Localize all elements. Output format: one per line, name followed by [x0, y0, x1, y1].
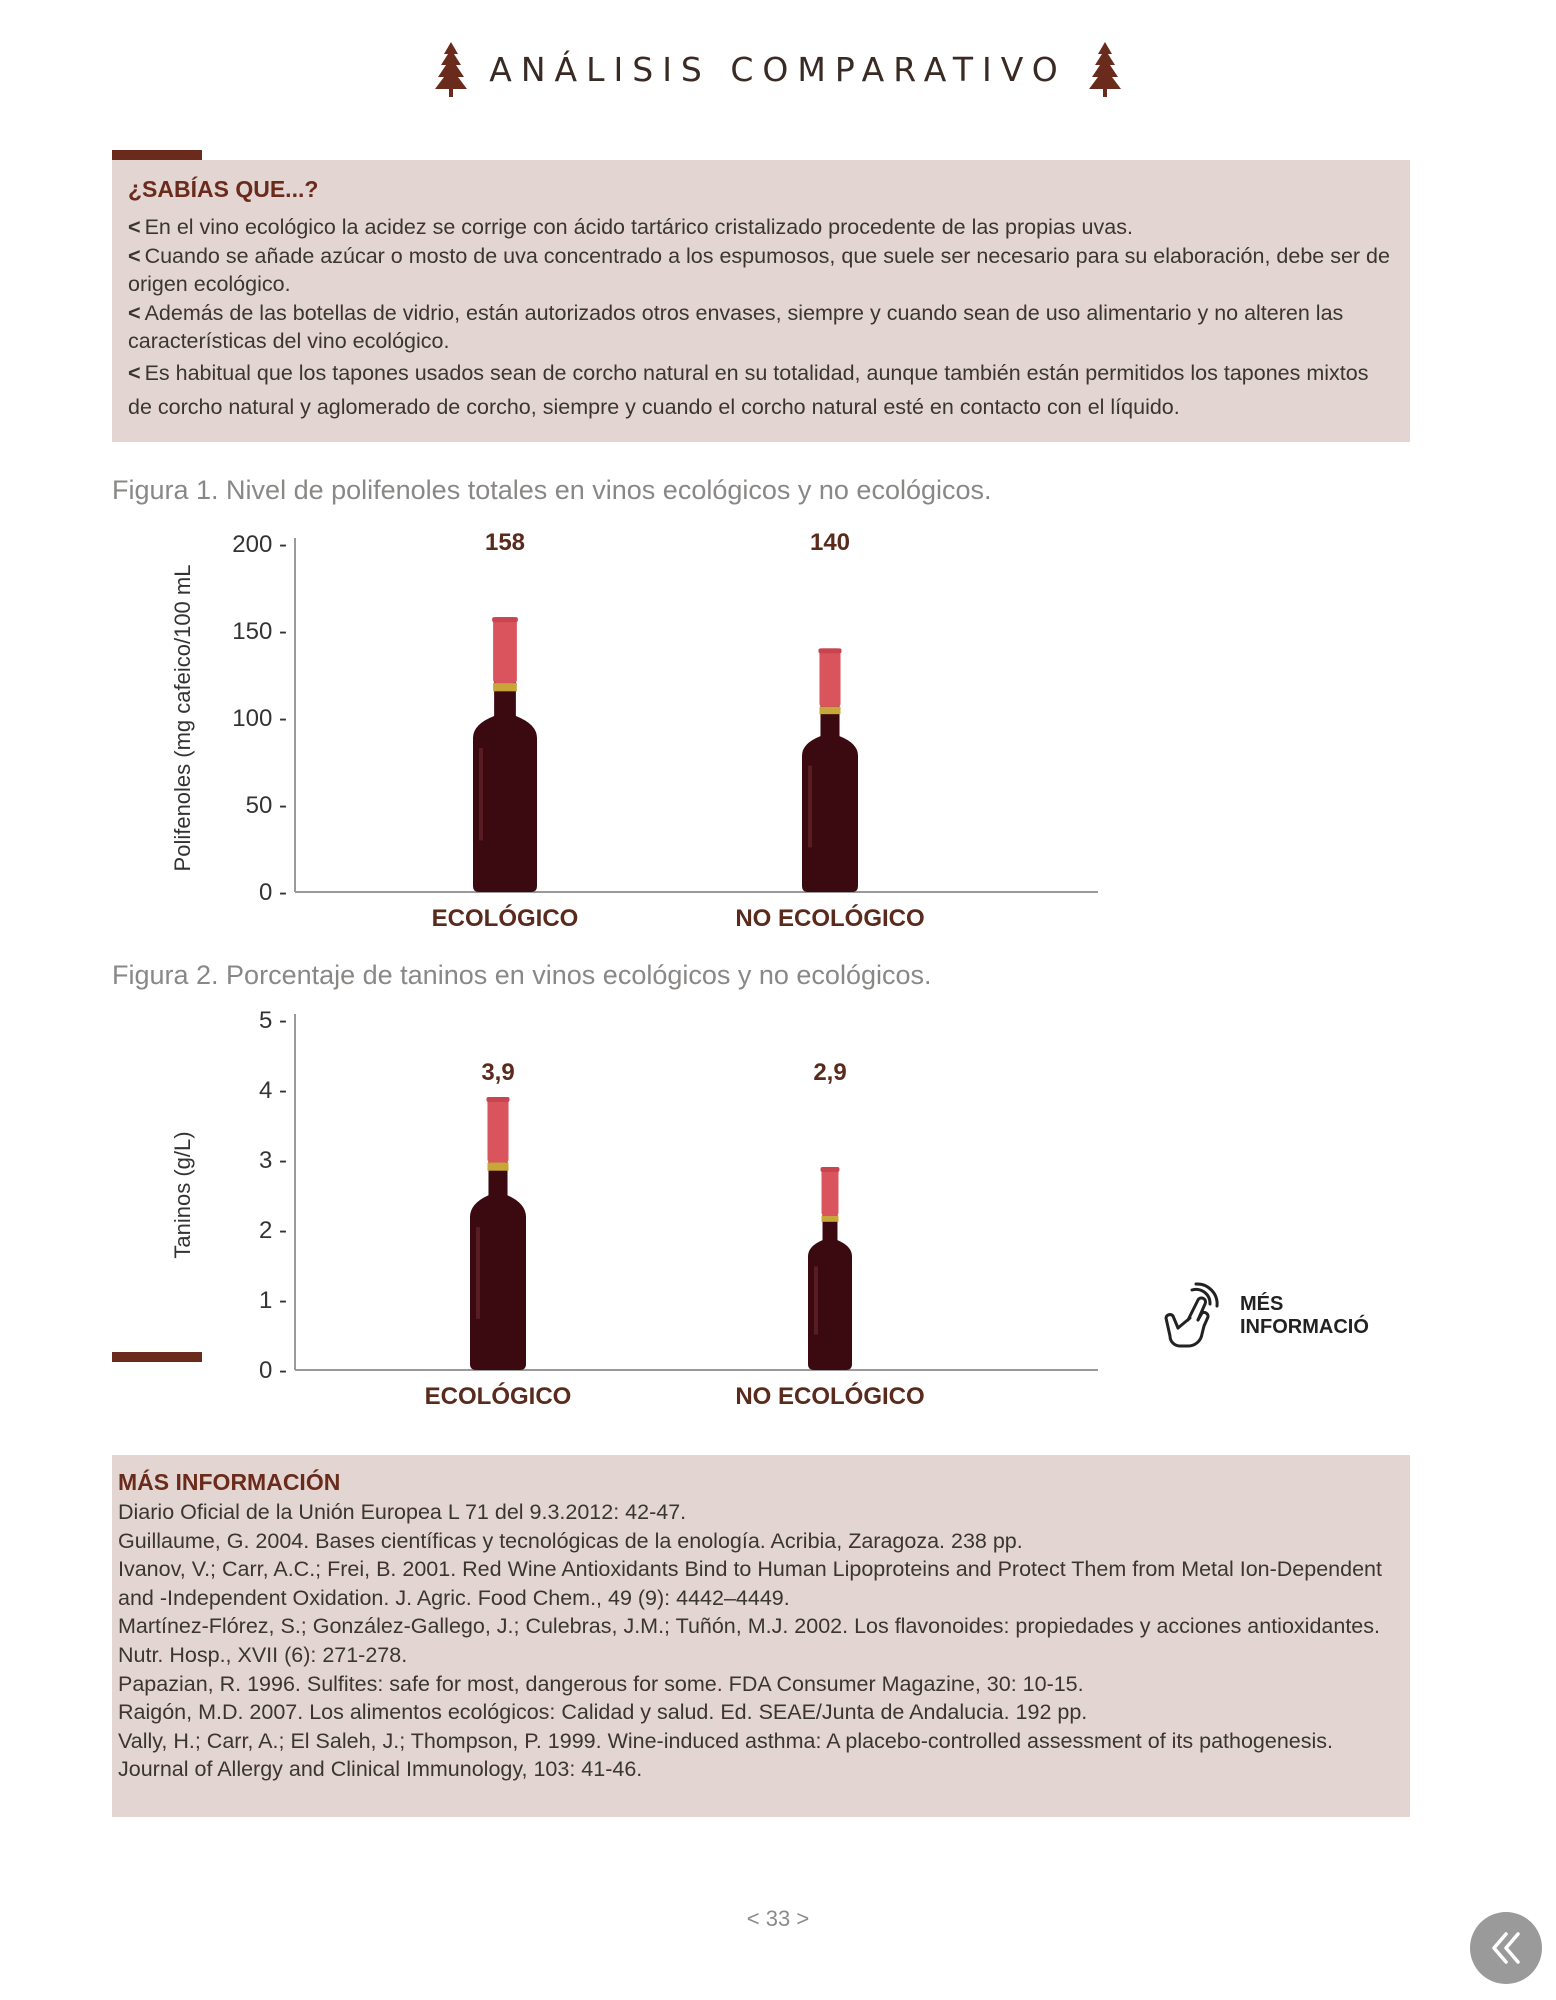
back-button[interactable] — [1470, 1912, 1542, 1984]
bar-value-label: 158 — [484, 529, 526, 556]
y-tick-label: 4 - — [258, 1077, 287, 1104]
figure-2-caption: Figura 2. Porcentaje de taninos en vinos ecológicos y no ecológicos. — [112, 960, 932, 990]
list-item: < En el vino ecológico la acidez se corrige con ácido tartárico cristalizado procedente de las propias uvas. — [128, 215, 1133, 239]
y-tick-label: 0 - — [258, 1357, 287, 1384]
bar-value-label: 3,9 — [481, 1059, 515, 1086]
pine-tree-icon — [1085, 40, 1125, 98]
y-tick-label: 5 - — [258, 1007, 287, 1034]
list-item: < Cuando se añade azúcar o mosto de uva concentrado a los espumosos, que suele ser necesario para su elaboración, debe ser de origen ecológico. — [128, 243, 1390, 296]
did-you-know-box — [112, 160, 1410, 442]
reference-item: Martínez-Flórez, S.; González-Gallego, J.; Culebras, J.M.; Tuñón, M.J. 2002. Los flavonoides: propiedades y acciones antioxidantes. Nutr. Hosp., XVII (6): 271-278. — [118, 1614, 1380, 1667]
y-axis-title: Taninos (g/L) — [170, 1131, 195, 1259]
y-tick-label: 50 - — [245, 792, 287, 819]
page-title: ANÁLISIS COMPARATIVO — [489, 49, 1067, 89]
double-chevron-left-icon — [1486, 1928, 1526, 1968]
bar-bottle — [470, 1097, 526, 1370]
y-axis-title: Polifenoles (mg cafeico/100 mL — [170, 564, 195, 872]
pine-tree-icon — [431, 40, 471, 98]
polyphenols-chart — [0, 520, 1120, 940]
y-tick-label: 100 - — [232, 705, 287, 732]
reference-item: Ivanov, V.; Carr, A.C.; Frei, B. 2001. Red Wine Antioxidants Bind to Human Lipoproteins and Protect Them from Metal Ion-Dependent and -Independent Oxidation. J. Agric. Food Chem., 49 (9): 4442–4449. — [118, 1557, 1382, 1610]
x-category-label: ECOLÓGICO — [431, 905, 579, 932]
more-info-button[interactable] — [1160, 1280, 1400, 1352]
y-tick-label: 3 - — [258, 1147, 287, 1174]
y-tick-label: 1 - — [258, 1287, 287, 1314]
y-tick-label: 200 - — [232, 531, 287, 558]
polyphenols-chart-svg — [0, 520, 1120, 940]
reference-item: Vally, H.; Carr, A.; El Saleh, J.; Thompson, P. 1999. Wine-induced asthma: A placebo-controlled assessment of its pathogenesis. Journal of Allergy and Clinical Immunology, 103: 41-46. — [118, 1728, 1334, 1782]
tap-hand-icon — [1160, 1280, 1228, 1352]
x-category-label: NO ECOLÓGICO — [735, 905, 925, 932]
references-box — [112, 1455, 1410, 1817]
page-header — [0, 40, 1556, 103]
reference-item: Guillaume, G. 2004. Bases científicas y tecnológicas de la enología. Acribia, Zaragoza. 238 pp. — [118, 1528, 1023, 1553]
bar-bottle — [473, 617, 537, 892]
more-info-label: MÉS INFORMACIÓ — [1240, 1293, 1369, 1338]
y-tick-label: 0 - — [258, 879, 287, 906]
figure-1-caption: Figura 1. Nivel de polifenoles totales en vinos ecológicos y no ecológicos. — [112, 475, 992, 505]
y-tick-label: 2 - — [258, 1217, 287, 1244]
reference-item: Diario Oficial de la Unión Europea L 71 del 9.3.2012: 42-47. — [118, 1500, 687, 1524]
references-title: MÁS INFORMACIÓN — [118, 1469, 341, 1495]
list-item: < Además de las botellas de vidrio, están autorizados otros envases, siempre y cuando sean de uso alimentario y no alteren las características del vino ecológico. — [128, 300, 1344, 353]
bar-bottle — [808, 1167, 852, 1370]
reference-item: Raigón, M.D. 2007. Los alimentos ecológicos: Calidad y salud. Ed. SEAE/Junta de Andalucia. 192 pp. — [118, 1700, 1088, 1725]
accent-bar-mid — [112, 1352, 202, 1362]
y-tick-label: 150 - — [232, 618, 287, 645]
page-number: < 33 > — [746, 1906, 810, 1931]
accent-bar-top — [112, 150, 202, 160]
x-category-label: NO ECOLÓGICO — [735, 1383, 925, 1410]
x-category-label: ECOLÓGICO — [424, 1383, 572, 1410]
did-you-know-title: ¿SABÍAS QUE...? — [128, 176, 319, 202]
reference-item: Papazian, R. 1996. Sulfites: safe for most, dangerous for some. FDA Consumer Magazine, 30: 10-15. — [118, 1671, 1084, 1696]
list-item: < Es habitual que los tapones usados sean de corcho natural en su totalidad, aunque también están permitidos los tapones mixtos de corcho natural y aglomerado de corcho, siempre y cuando el corcho natural esté en contacto con el líquido. — [128, 360, 1369, 419]
bar-value-label: 2,9 — [813, 1059, 847, 1086]
bar-bottle — [802, 648, 858, 892]
bar-value-label: 140 — [809, 529, 851, 556]
